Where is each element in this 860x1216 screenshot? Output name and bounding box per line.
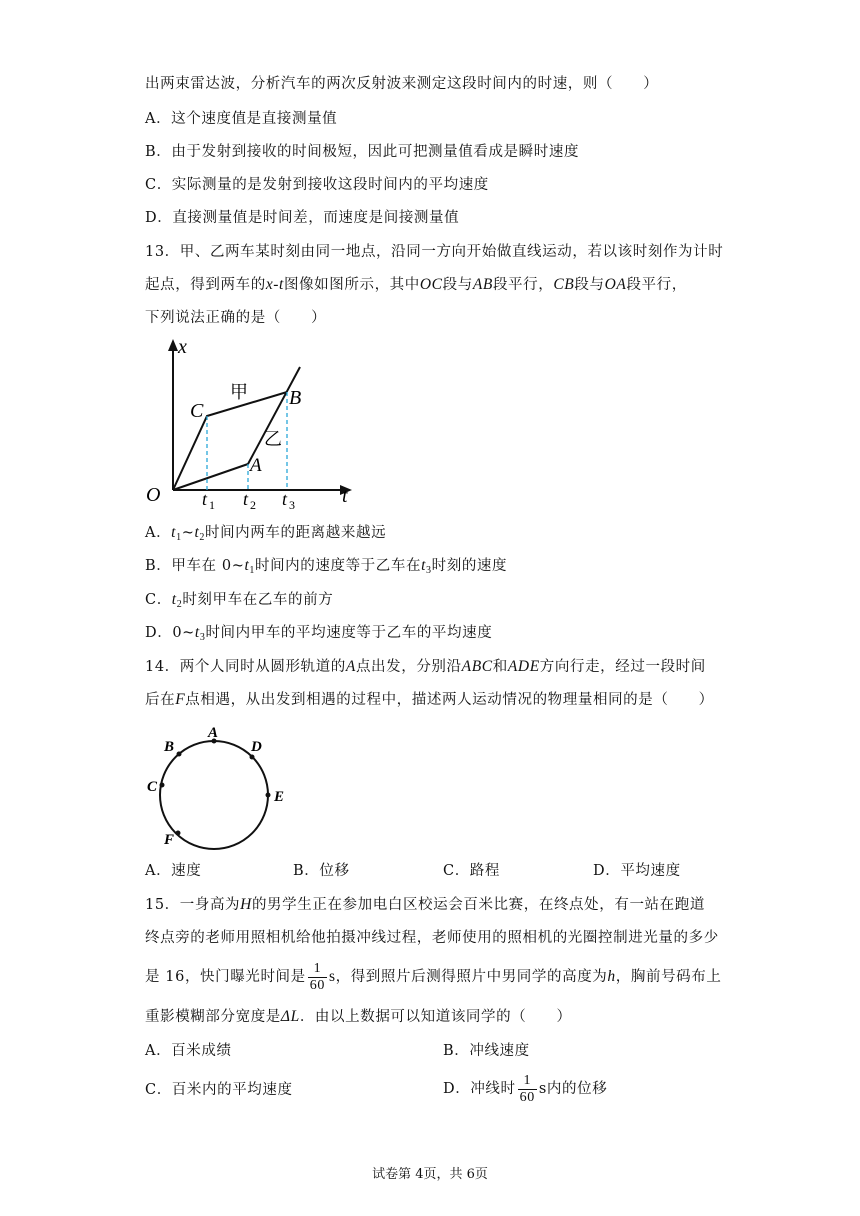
q15-stem-line-4: 重影模糊部分宽度是ΔL．由以上数据可以知道该同学的（ ） xyxy=(145,1008,572,1025)
q12-stem-line: 出两束雷达波，分析汽车的两次反射波来测定这段时间内的时速，则（ ） xyxy=(145,76,659,92)
point-a-label: A xyxy=(208,725,219,741)
point-b-dot xyxy=(177,752,182,757)
t3-subscript: 3 xyxy=(289,498,295,512)
t-axis-label: t xyxy=(342,485,348,507)
jia-label: 甲 xyxy=(230,382,248,402)
t2-label: t xyxy=(243,489,249,509)
q15-stem-line-1: 15．一身高为H的男学生正在参加电白区校运会百米比赛，在终点处，有一站在跑道 xyxy=(145,896,705,913)
point-d-label: D xyxy=(251,739,262,755)
q12-option-c: C．实际测量的是发射到接收这段时间内的平均速度 xyxy=(145,177,489,193)
q15-option-b: B．冲线速度 xyxy=(443,1043,530,1059)
q15-option-d: D．冲线时 $\frac{1}{60}$ s内的位移 xyxy=(443,1072,608,1105)
q12-option-a: A．这个速度值是直接测量值 xyxy=(145,111,338,127)
page-footer: 试卷第 4页，共 6页 xyxy=(372,1167,488,1182)
q14-stem-line-1: 14．两个人同时从圆形轨道的A点出发，分别沿ABC和ADE方向行走，经过一段时间 xyxy=(145,658,706,675)
yi-label: 乙 xyxy=(264,429,282,449)
q13-option-b: B．甲车在 $0\sim t_1$时间内的速度等于乙车在$t_3$时刻的速度 xyxy=(145,557,508,576)
q14-stem-line-2: 后在F点相遇，从出发到相遇的过程中，描述两人运动情况的物理量相同的是（ ） xyxy=(145,691,714,708)
fraction-1-60: $\frac{1}{60}$ xyxy=(519,1072,535,1105)
x-axis-label: x xyxy=(178,336,187,358)
q15-option-c: C．百米内的平均速度 xyxy=(145,1082,293,1098)
point-e-dot xyxy=(266,793,271,798)
q12-option-d: D．直接测量值是时间差，而速度是间接测量值 xyxy=(145,210,460,226)
q15-stem-line-2: 终点旁的老师用照相机给他拍摄冲线过程，老师使用的照相机的光圈控制进光量的多少 xyxy=(145,930,719,946)
t3-label: t xyxy=(282,489,288,509)
q14-circle-track xyxy=(140,720,300,850)
q15-stem-line-3: 是 16，快门曝光时间是 $\frac{1}{60}$ s，得到照片后测得照片中男同学的高度为h，胸前号码布上 xyxy=(145,960,722,993)
point-f-dot xyxy=(176,831,181,836)
q13-option-c: C．$t_2$时刻甲车在乙车的前方 xyxy=(145,591,334,610)
q14-option-b: B．位移 xyxy=(293,863,350,879)
q13-stem-line-3: 下列说法正确的是（ ） xyxy=(145,310,327,326)
q13-xt-graph xyxy=(140,335,370,515)
point-d-dot xyxy=(250,755,255,760)
point-c-label: C xyxy=(147,779,158,795)
t2-subscript: 2 xyxy=(250,498,256,512)
point-c-label: C xyxy=(190,400,204,422)
point-f-label: F xyxy=(164,832,175,848)
point-c-dot xyxy=(160,783,165,788)
q13-option-a: A．$t_1\sim t_2$时间内两车的距离越来越远 xyxy=(145,524,387,543)
q13-stem-line-2: 起点，得到两车的x-t图像如图所示，其中OC段与AB段平行，CB段与OA段平行， xyxy=(145,276,687,293)
t1-label: t xyxy=(202,489,208,509)
t1-subscript: 1 xyxy=(209,498,215,512)
q14-option-a: A．速度 xyxy=(145,863,202,879)
origin-label: O xyxy=(146,484,161,506)
point-e-label: E xyxy=(274,789,285,805)
point-a-label: A xyxy=(250,455,262,476)
q14-option-d: D．平均速度 xyxy=(593,863,681,879)
q15-option-a: A．百米成绩 xyxy=(145,1043,232,1059)
fraction-1-60: $\frac{1}{60}$ xyxy=(309,960,325,993)
q12-option-b: B．由于发射到接收的时间极短，因此可把测量值看成是瞬时速度 xyxy=(145,144,580,160)
q13-stem-line-1: 13．甲、乙两车某时刻由同一地点，沿同一方向开始做直线运动，若以该时刻作为计时 xyxy=(145,244,724,260)
x-axis-arrow xyxy=(168,339,178,351)
q13-option-d: D．$0\sim t_3$时间内甲车的平均速度等于乙车的平均速度 xyxy=(145,624,493,643)
point-b-label: B xyxy=(164,739,175,755)
q14-option-c: C．路程 xyxy=(443,863,500,879)
point-b-label: B xyxy=(289,387,302,409)
